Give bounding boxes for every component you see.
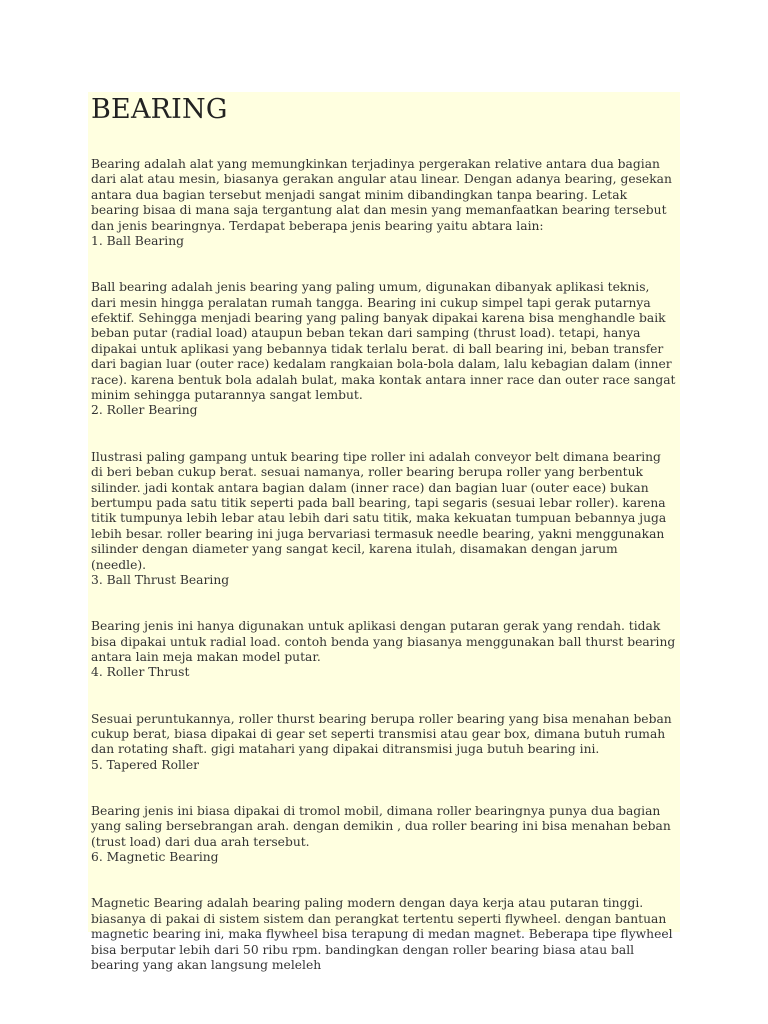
paragraph-gap (91, 866, 676, 897)
section-heading-ball-bearing: 1. Ball Bearing (91, 234, 185, 249)
section-text-ball-thrust-bearing: Bearing jenis ini hanya digunakan untuk aplikasi dengan putaran gerak yang rendah. tidak bisa dipakai untuk radial load. contoh benda yang biasanya menggunakan ball thurst bearing antara lain meja makan model putar. (91, 619, 676, 664)
intro-paragraph: Bearing adalah alat yang memungkinkan terjadinya pergerakan relative antara dua bagian dari alat atau mesin, biasanya gerakan angular atau linear. Dengan adanya bearing, gesekan antara dua bagian tersebut menjadi sangat minim dibandingkan tanpa bearing. Letak bearing bisaa di mana saja tergantung alat dan mesin yang memanfaatkan bearing tersebut dan jenis bearingnya. Terdapat beberapa jenis bearing yaitu abtara lain: (91, 157, 672, 233)
section-heading-magnetic-bearing: 6. Magnetic Bearing (91, 850, 219, 865)
paragraph-gap (91, 419, 676, 450)
paragraph-gap (91, 773, 676, 804)
section-text-roller-thrust: Sesuai peruntukannya, roller thurst bearing berupa roller bearing yang bisa menahan beban cukup berat, biasa dipakai di gear set seperti transmisi atau gear box, dimana butuh rumah dan rotating shaft. gigi matahari yang dipakai ditransmisi juga butuh bearing ini. (91, 711, 672, 757)
document-body (88, 157, 680, 973)
section-heading-roller-bearing: 2. Roller Bearing (91, 403, 198, 418)
section-heading-ball-thrust-bearing: 3. Ball Thrust Bearing (91, 572, 230, 587)
section-text-tapered-roller: Bearing jenis ini biasa dipakai di tromol mobil, dimana roller bearingnya punya dua bagian yang saling bersebrangan arah. dengan demikin , dua roller bearing ini bisa menahan beban (trust load) dari dua arah tersebut. (91, 803, 671, 849)
paragraph-gap (91, 681, 676, 712)
document-title: BEARING (91, 94, 228, 125)
section-text-ball-bearing: Ball bearing adalah jenis bearing yang paling umum, digunakan dibanyak aplikasi teknis, dari mesin hingga peralatan rumah tangga. Bearing ini cukup simpel tapi gerak putarnya efektif. Sehingga menjadi bearing yang paling banyak dipakai karena bisa menghandle baik beban putar (radial load) ataupun beban tekan dari samping (thrust load). tetapi, hanya dipakai untuk aplikasi yang bebannya tidak terlalu berat. di ball bearing ini, beban transfer dari bagian luar (outer race) kedalam rangkaian bola-bola dalam, lalu kebagian dalam (inner race). karena bentuk bola adalah bulat, maka kontak antara inner race dan outer race sangat minim sehingga putarannya sangat lembut. (91, 280, 676, 403)
section-heading-roller-thrust: 4. Roller Thrust (91, 665, 190, 680)
section-heading-tapered-roller: 5. Tapered Roller (91, 757, 199, 772)
section-text-magnetic-bearing: Magnetic Bearing adalah bearing paling modern dengan daya kerja atau putaran tinggi. biasanya di pakai di sistem sistem dan perangkat tertentu seperti flywheel. dengan bantuan magnetic bearing ini, maka flywheel bisa terapung di medan magnet. Beberapa tipe flywheel bisa berputar lebih dari 50 ribu rpm. bandingkan dengan roller bearing biasa atau ball bearing yang akan langsung meleleh (91, 896, 673, 973)
paragraph-gap (91, 588, 676, 619)
section-text-roller-bearing: Ilustrasi paling gampang untuk bearing tipe roller ini adalah conveyor belt dimana bearing di beri beban cukup berat. sesuai namanya, roller bearing berupa roller yang berbentuk silinder. jadi kontak antara bagian dalam (inner race) dan bagian luar (outer eace) bukan bertumpu pada satu titik seperti pada ball bearing, tapi segaris (sesuai lebar roller). karena titik tumpunya lebih lebar atau lebih dari satu titik, maka kekuatan tumpuan bebannya juga lebih besar. roller bearing ini juga bervariasi termasuk needle bearing, yakni menggunakan silinder dengan diameter yang sangat kecil, karena itulah, disamakan dengan jarum (needle). (91, 449, 667, 572)
paragraph-gap (91, 249, 676, 280)
document-area (88, 92, 680, 973)
